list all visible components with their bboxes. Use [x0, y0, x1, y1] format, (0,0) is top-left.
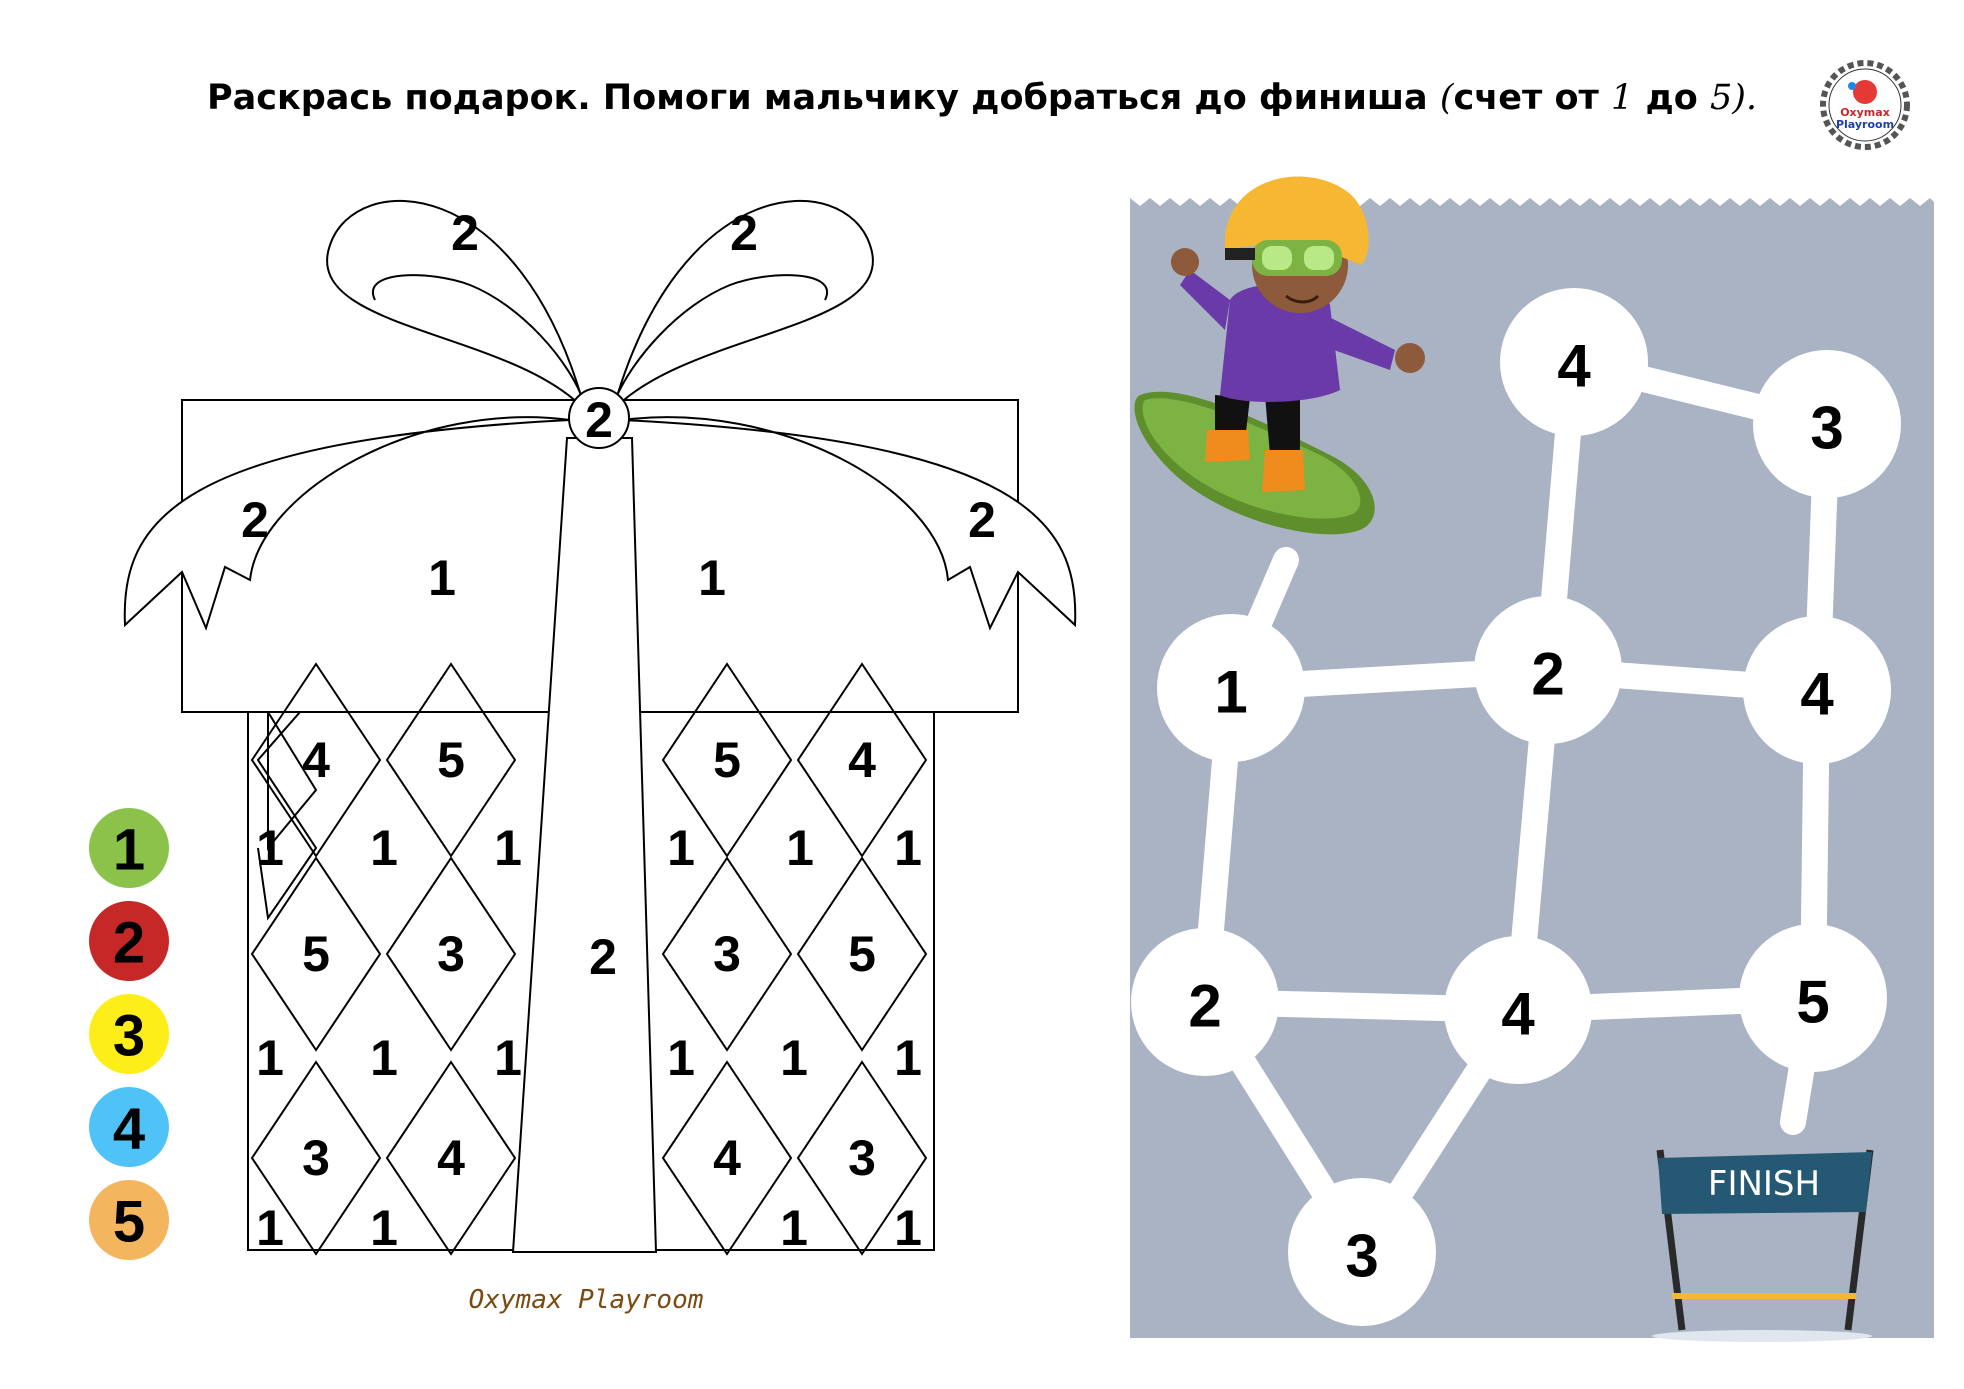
title-text: Раскрась подарок. Помоги мальчику добраться до финиша: [206, 78, 1440, 118]
maze-node-number: 3: [1810, 394, 1844, 462]
num-left-diamond: 5: [302, 926, 330, 982]
maze-node-number: 4: [1800, 660, 1834, 728]
num-right-fill: 1: [894, 1200, 922, 1256]
num-left-diamond: 4: [302, 732, 330, 788]
color-legend: [89, 808, 169, 1260]
num-left-fill: 1: [256, 820, 284, 876]
num-bow-right: 2: [730, 205, 758, 261]
num-left-diamond: 3: [437, 926, 465, 982]
num-ribbon-left: 2: [241, 492, 269, 548]
num-left-fill: 1: [494, 820, 522, 876]
num-right-diamond: 5: [713, 732, 741, 788]
oxymax-logo: [1823, 63, 1907, 147]
num-right-diamond: 3: [713, 926, 741, 982]
title-paren-close: ).: [1732, 78, 1758, 118]
num-left-diamond: 3: [302, 1130, 330, 1186]
title-to-word: до: [1633, 78, 1710, 118]
legend-number: 2: [112, 910, 146, 976]
num-right-fill: 1: [780, 1200, 808, 1256]
num-lid-right: 1: [698, 550, 726, 606]
legend-number: 4: [112, 1096, 146, 1162]
num-left-fill: 1: [494, 1030, 522, 1086]
num-left-fill: 1: [370, 820, 398, 876]
num-ribbon-vertical: 2: [589, 929, 617, 985]
title-paren-open: (: [1439, 78, 1454, 118]
num-left-diamond: 4: [437, 1130, 465, 1186]
legend-number: 5: [112, 1189, 146, 1255]
num-right-diamond: 3: [848, 1130, 876, 1186]
legend-number: 1: [112, 817, 146, 883]
num-right-fill: 1: [894, 1030, 922, 1086]
legend-number: 3: [112, 1003, 146, 1069]
num-right-diamond: 4: [713, 1130, 741, 1186]
title-count-word: счет от: [1453, 78, 1612, 118]
maze-node-number: 2: [1188, 972, 1222, 1040]
num-right-fill: 1: [667, 820, 695, 876]
num-right-diamond: 5: [848, 926, 876, 982]
num-lid-left: 1: [428, 550, 456, 606]
num-left-fill: 1: [256, 1030, 284, 1086]
num-ribbon-right: 2: [968, 492, 996, 548]
maze-node-number: 2: [1531, 640, 1565, 708]
logo-line2: Playroom: [1835, 118, 1895, 131]
gift-picture: [125, 201, 1076, 1252]
num-right-fill: 1: [786, 820, 814, 876]
credit-text: Oxymax Playroom: [468, 1285, 704, 1315]
maze-node-number: 5: [1796, 968, 1830, 1036]
title-from: 1: [1611, 78, 1634, 118]
maze-node-number: 4: [1557, 332, 1591, 400]
num-right-fill: 1: [780, 1030, 808, 1086]
finish-label: FINISH: [1707, 1164, 1821, 1204]
maze-node-number: 4: [1501, 980, 1535, 1048]
num-right-diamond: 4: [848, 732, 876, 788]
num-left-fill: 1: [370, 1200, 398, 1256]
num-left-fill: 1: [256, 1200, 284, 1256]
num-bow-left: 2: [451, 205, 479, 261]
title-to: 5: [1709, 78, 1733, 118]
num-knot: 2: [585, 392, 613, 448]
num-right-fill: 1: [667, 1030, 695, 1086]
num-left-fill: 1: [370, 1030, 398, 1086]
logo-line1: Oxymax: [1840, 106, 1890, 119]
maze-node-number: 1: [1214, 658, 1248, 726]
maze-node-number: 3: [1345, 1222, 1379, 1290]
num-left-diamond: 5: [437, 732, 465, 788]
num-right-fill: 1: [894, 820, 922, 876]
